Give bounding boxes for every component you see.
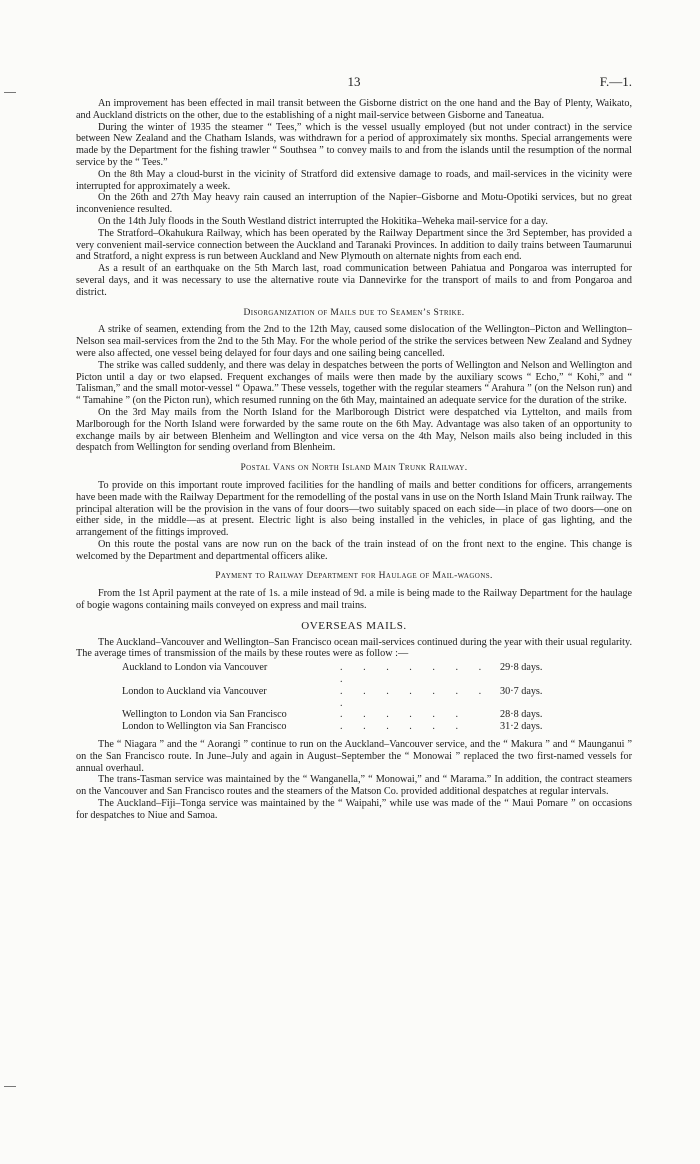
payment-heading: Payment to Railway Department for Haulage of Mail-wagons.: [215, 571, 493, 582]
paragraph: On the 14th July floods in the South Westland district interrupted the Hokitika–Weheka mail-service for a day.: [98, 215, 548, 227]
margin-mark-bottom: [4, 1086, 16, 1087]
margin-mark-top: [4, 92, 16, 93]
paragraph: On the 8th May a cloud-burst in the vicinity of Stratford did extensive damage to roads, and mail-services in the vicinity were interrupted for approximately a week.: [76, 168, 632, 192]
strike-section: [76, 324, 632, 454]
overseas-section: [76, 637, 632, 822]
route-days: 30·7 days.: [500, 685, 543, 697]
document-page: [76, 76, 632, 822]
leader-dots: . . . . . .: [340, 709, 468, 721]
transmission-times-list: [122, 662, 562, 733]
postal-vans-section: [76, 480, 632, 563]
paragraph: To provide on this important route improved facilities for the handling of mails and better conditions for officers, arrangements have been made with the Railway Department for the remodelling of the postal vans in use on the North Island Main Trunk railway. The principal alteration will be the provision in the vans of four doors—two suitably spaced on each side—in place of two doors—one on either side, in the middle—as at present. Electric light is also being installed in the vehicles, in place of gas lighting, and the arrangement of the fittings improved.: [76, 479, 632, 539]
paragraph: On the 3rd May mails from the North Island for the Marlborough District were despatched via Lyttelton, and mails from Marlborough for the North Island were forwarded by the same route on the 6th May. Advantage was also taken of an opportunity to exchange mails by air between Blenheim and Wellington and vice versa on the 4th May, Nelson mails also being included in this despatch from Wellington for sending overland from Blenheim.: [76, 406, 632, 454]
paragraph: As a result of an earthquake on the 5th March last, road communication between Pahiatua and Pongaroa was interrupted for several days, and it was necessary to use the alternative route via Dannevirke for the transport of mails to and from Pongaroa and district.: [76, 263, 632, 298]
list-item: [122, 662, 562, 686]
payment-section: [76, 588, 632, 612]
paragraph: A strike of seamen, extending from the 2nd to the 12th May, caused some dislocation of the Wellington–Picton and Wellington–Nelson sea mail-services from the 2nd to the 5th May. For the whole period of the strike the services between New Zealand and Sydney were also affected, one vessel being delayed for four days and one sailing being cancelled.: [76, 324, 632, 359]
paragraph: An improvement has been effected in mail transit between the Gisborne district on the one hand and the Bay of Plenty, Waikato, and Auckland districts on the other, due to the establishing of a night mail-service between Gisborne and Taneatua.: [76, 98, 632, 121]
route-name: Auckland to London via Vancouver: [122, 662, 268, 674]
section-code: F.—1.: [599, 74, 632, 89]
paragraph: The strike was called suddenly, and there was delay in despatches between the ports of Wellington and Nelson and Wellington and Picton until a day or two elapsed. Frequent exchanges of mails were then made by the auxiliary scows “ Echo,” “ Kohi,” and “ Talisman,” and the small motor-vessel “ Opawa.” These vessels, together with the regular steamers “ Arahura ” (on the Nelson run) and “ Tamahine ” (on the Picton run), which resumed running on the 6th May, maintained an adequate service for the duration of the strike.: [76, 359, 632, 407]
route-days: 31·2 days.: [500, 721, 543, 733]
page-header: [76, 76, 632, 98]
paragraph: The trans-Tasman service was maintained by the “ Wanganella,” “ Monowai,” and “ Marama.” In addition, the contract steamers on the Vancouver and San Francisco routes and the steamers of the Matson Co. provided additional despatches at regular intervals.: [76, 774, 632, 798]
route-name: London to Wellington via San Francisco: [122, 721, 287, 733]
paragraph: From the 1st April payment at the rate of 1s. a mile instead of 9d. a mile is being made to the Railway Department for the haulage of bogie wagons containing mails conveyed on express and mail trains.: [76, 588, 632, 612]
paragraph: The Auckland–Vancouver and Wellington–San Francisco ocean mail-services continued during the year with their usual regularity. The average times of transmission of the mails by these routes were as follow :—: [76, 636, 632, 660]
page-number: 13: [347, 74, 361, 89]
paragraph: The Stratford–Okahukura Railway, which has been operated by the Railway Department since the 3rd September, has provided a very convenient mail-service connection between the Auckland and Taranaki Provinces. In addition to daily trains between Taumarunui and Stratford, a night express is run between Auckland and New Plymouth on alternate nights from each end.: [76, 227, 632, 263]
route-name: Wellington to London via San Francisco: [122, 709, 287, 721]
route-name: London to Auckland via Vancouver: [122, 685, 267, 697]
leader-dots: . . . . . .: [340, 721, 468, 733]
paragraph: On the 26th and 27th May heavy rain caused an interruption of the Napier–Gisborne and Motu-Opotiki services, but no great inconvenience resulted.: [76, 192, 632, 216]
paragraph: On this route the postal vans are now run on the back of the train instead of on the front next to the engine. This change is welcomed by the Department and departmental officers alike.: [76, 538, 632, 562]
leader-dots: . . . . . . . .: [340, 685, 491, 709]
route-days: 29·8 days.: [500, 662, 543, 674]
list-item: [122, 721, 562, 733]
list-item: [122, 709, 562, 721]
leader-dots: . . . . . . . .: [340, 662, 491, 686]
paragraph: The Auckland–Fiji–Tonga service was maintained by the “ Waipahi,” while use was made of the “ Maui Pomare ” on occasions for despatches to Niue and Samoa.: [76, 798, 632, 821]
intro-section: [76, 98, 632, 299]
paragraph: The “ Niagara ” and the “ Aorangi ” continue to run on the Auckland–Vancouver service, and the “ Makura ” and “ Maunganui ” on the San Francisco route. In June–July and again in August–September the “ Monowai ” replaced the two first-named vessels for annual overhaul.: [76, 739, 632, 774]
list-item: [122, 686, 562, 710]
overseas-heading: OVERSEAS MAILS.: [301, 619, 407, 632]
strike-heading: Disorganization of Mails due to Seamen’s Strike.: [243, 307, 465, 318]
route-days: 28·8 days.: [500, 709, 543, 721]
postal-vans-heading: Postal Vans on North Island Main Trunk Railway.: [240, 463, 468, 474]
paragraph: During the winter of 1935 the steamer “ Tees,” which is the vessel usually employed (but not under contract) in the service between New Zealand and the Chatham Islands, was withdrawn for a period of approximately six months. Special arrangements were made by the Department for the fishing trawler “ Southsea ” to convey mails to and from the islands until the resumption of the normal service by the “ Tees.”: [76, 121, 632, 168]
